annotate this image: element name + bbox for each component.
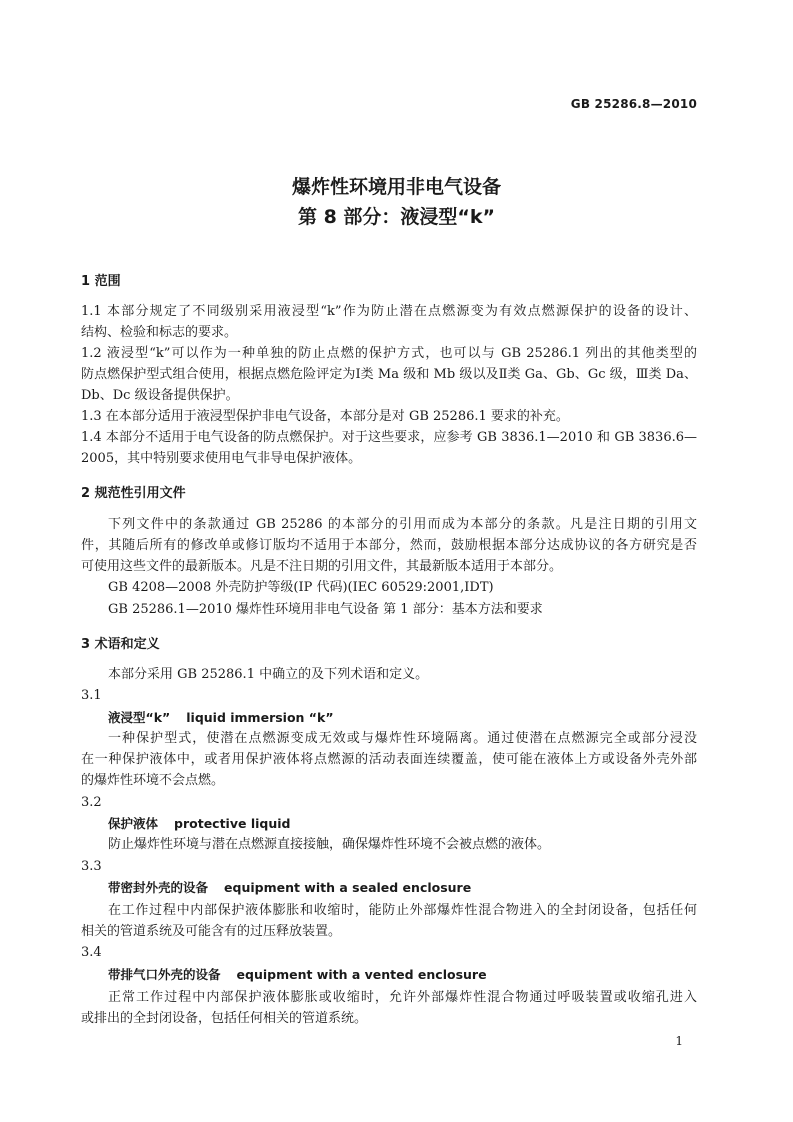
- term-cn: 液浸型“k”: [108, 710, 171, 725]
- term-number: 3.1: [81, 688, 102, 703]
- term-title: [108, 967, 697, 983]
- section-1-line: 结构、检验和标志的要求。: [81, 325, 238, 340]
- section-1-line: Db、Dc 级设备提供保护。: [81, 388, 239, 403]
- section-2-line: 件，其随后所有的修改单或修订版均不适用于本部分，然而，鼓励根据本部分达成协议的各方研究是否: [81, 538, 697, 553]
- section-1-line: 1.3 在本部分适用于液浸型保护非电气设备，本部分是对 GB 25286.1 要求的补充。: [81, 409, 569, 424]
- section-1-line: 1.4 本部分不适用于电气设备的防点燃保护。对于这些要求，应参考 GB 3836.1—2010 和 GB 3836.6—: [81, 430, 697, 445]
- term-title: [108, 816, 697, 832]
- term-definition-line: 或排出的全封闭设备，包括任何相关的管道系统。: [81, 1011, 368, 1026]
- term-definition-line: 相关的管道系统及可能含有的过压释放装置。: [81, 924, 342, 939]
- term-definition-line: 防止爆炸性环境与潜在点燃源直接接触，确保爆炸性环境不会被点燃的液体。: [108, 837, 551, 852]
- term-number: 3.2: [81, 795, 102, 810]
- term-definition-line: 在工作过程中内部保护液体膨胀和收缩时，能防止外部爆炸性混合物进入的全封闭设备，包括任何: [108, 903, 697, 918]
- standard-number: GB 25286.8—2010: [570, 97, 697, 111]
- term-number: 3.4: [81, 945, 102, 960]
- term-en: protective liquid: [174, 816, 291, 831]
- section-1-line: 防点燃保护型式组合使用，根据点燃危险评定为Ⅰ类 Ma 级和 Mb 级以及Ⅱ类 Ga、Gb、Gc 级，Ⅲ类 Da、: [81, 367, 697, 382]
- term-title: [108, 880, 697, 896]
- term-title: [108, 710, 697, 726]
- term-cn: 带密封外壳的设备: [108, 880, 209, 895]
- term-en: equipment with a sealed enclosure: [224, 880, 472, 895]
- term-en: equipment with a vented enclosure: [236, 967, 487, 982]
- term-en: liquid immersion “k”: [186, 710, 334, 725]
- section-1-line: 2005，其中特别要求使用电气非导电保护液体。: [81, 451, 362, 466]
- section-1-line: 1.1 本部分规定了不同级别采用液浸型“k”作为防止潜在点燃源变为有效点燃源保护的设备的设计、: [81, 304, 697, 319]
- term-definition-line: 正常工作过程中内部保护液体膨胀或收缩时，允许外部爆炸性混合物通过呼吸装置或收缩孔进入: [108, 990, 697, 1005]
- term-number: 3.3: [81, 859, 102, 874]
- page-number: 1: [675, 1034, 683, 1048]
- section-2-heading: 2 规范性引用文件: [81, 486, 186, 501]
- section-2-line: 下列文件中的条款通过 GB 25286 的本部分的引用而成为本部分的条款。凡是注日期的引用文: [108, 517, 697, 532]
- term-cn: 带排气口外壳的设备: [108, 967, 221, 982]
- reference-item: GB 25286.1—2010 爆炸性环境用非电气设备 第 1 部分：基本方法和要求: [108, 602, 543, 617]
- section-2-line: 可使用这些文件的最新版本。凡是不注日期的引用文件，其最新版本适用于本部分。: [81, 559, 563, 574]
- term-definition-line: 的爆炸性环境不会点燃。: [81, 773, 225, 788]
- document-title: 爆炸性环境用非电气设备: [291, 176, 501, 198]
- term-cn: 保护液体: [108, 816, 159, 831]
- section-3-intro: 本部分采用 GB 25286.1 中确立的及下列术语和定义。: [108, 667, 429, 682]
- term-definition-line: 一种保护型式，使潜在点燃源变成无效或与爆炸性环境隔离。通过使潜在点燃源完全或部分浸没: [108, 731, 697, 746]
- section-1-line: 1.2 液浸型“k”可以作为一种单独的防止点燃的保护方式，也可以与 GB 25286.1 列出的其他类型的: [81, 346, 697, 361]
- reference-item: GB 4208—2008 外壳防护等级(IP 代码)(IEC 60529:2001,IDT): [108, 580, 494, 595]
- term-definition-line: 在一种保护液体中，或者用保护液体将点燃源的活动表面连续覆盖，使可能在液体上方或设备外壳外部: [81, 752, 697, 767]
- section-1-heading: 1 范围: [81, 274, 121, 289]
- section-3-heading: 3 术语和定义: [81, 637, 160, 652]
- document-subtitle: 第 8 部分：液浸型“k”: [297, 206, 496, 228]
